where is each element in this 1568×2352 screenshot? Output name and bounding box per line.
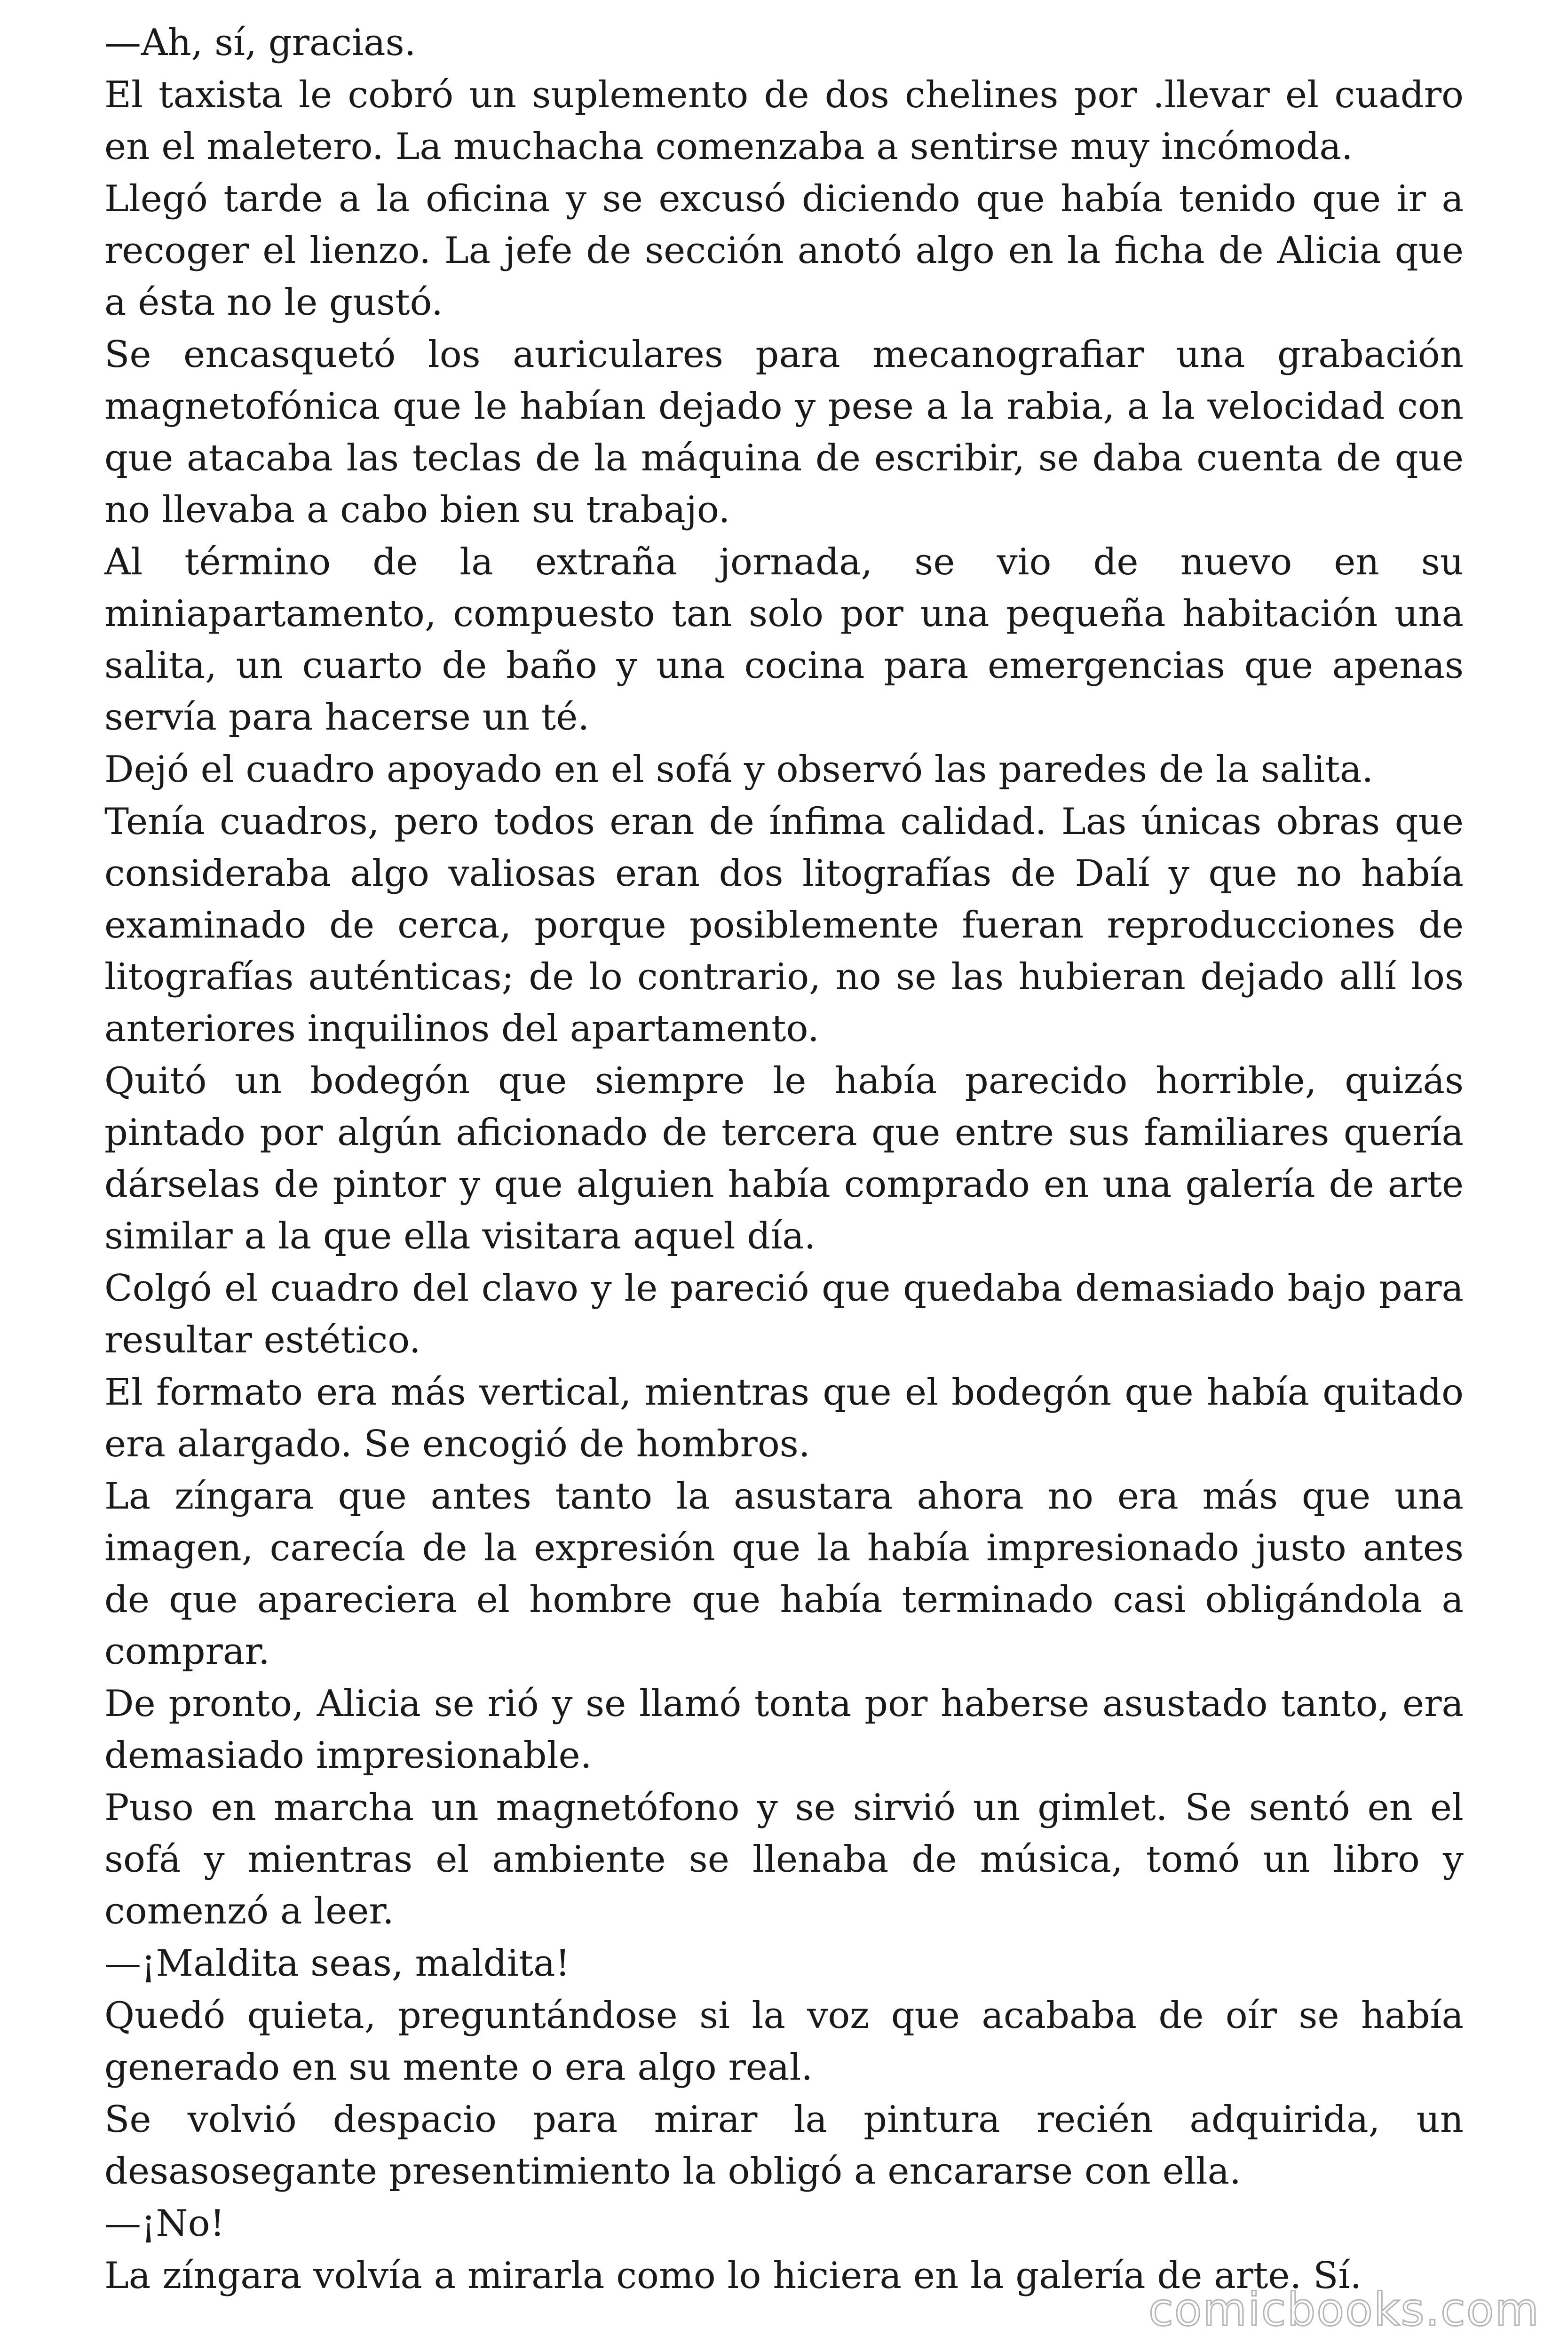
paragraph: El formato era más vertical, mientras que el bodegón que había quitado era alargado. Se encogió de hombros. [104,1371,1464,1465]
paragraph: Se volvió despacio para mirar la pintura recién adquirida, un desasosegante presentimiento la obligó a encararse con ella. [104,2098,1464,2193]
paragraph: Puso en marcha un magnetófono y se sirvió un gimlet. Se sentó en el sofá y mientras el ambiente se llenaba de música, tomó un libro y comenzó a leer. [104,1787,1464,1932]
watermark: comicbooks.com [1148,2283,1540,2336]
paragraph: El taxista le cobró un suplemento de dos chelines por .llevar el cuadro en el maletero. La muchacha comenzaba a sentirse muy incómoda. [104,74,1464,168]
paragraph: Al término de la extraña jornada, se vio de nuevo en su miniapartamento, compuesto tan solo por una pequeña habitación una salita, un cuarto de baño y una cocina para emergencias que apenas servía para hacerse un té. [104,541,1464,739]
paragraph: —¡No! [104,2202,225,2245]
paragraph: La zíngara volvía a mirarla como lo hiciera en la galería de arte. Sí. [104,2255,1362,2297]
paragraph: De pronto, Alicia se rió y se llamó tonta por haberse asustado tanto, era demasiado impresionable. [104,1683,1464,1777]
paragraph: Dejó el cuadro apoyado en el sofá y observó las paredes de la salita. [104,748,1374,791]
paragraph: —¡Maldita seas, maldita! [104,1942,570,1985]
paragraph: Se encasquetó los auriculares para mecanografiar una grabación magnetofónica que le habían dejado y pese a la rabia, a la velocidad con que atacaba las teclas de la máquina de escribir, se daba cuenta de que no llevaba a cabo bien su trabajo. [104,334,1464,531]
paragraph: Llegó tarde a la oficina y se excusó diciendo que había tenido que ir a recoger el lienzo. La jefe de sección anotó algo en la ficha de Alicia que a ésta no le gustó. [104,178,1464,324]
paragraph: Quedó quieta, preguntándose si la voz que acababa de oír se había generado en su mente o era algo real. [104,1994,1464,2089]
paragraph: La zíngara que antes tanto la asustara ahora no era más que una imagen, carecía de la expresión que la había impresionado justo antes de que apareciera el hombre que había terminado casi obligándola a comprar. [104,1475,1464,1673]
paragraph: Colgó el cuadro del clavo y le pareció que quedaba demasiado bajo para resultar estético. [104,1267,1464,1361]
paragraph: Tenía cuadros, pero todos eran de ínfima calidad. Las únicas obras que consideraba algo valiosas eran dos litografías de Dalí y que no había examinado de cerca, porque posiblemente fueran reproducciones de litografías auténticas; de lo contrario, no se las hubieran dejado allí los anteriores inquilinos del apartamento. [104,801,1464,1050]
paragraph: Quitó un bodegón que siempre le había parecido horrible, quizás pintado por algún aficionado de tercera que entre sus familiares quería dárselas de pintor y que alguien había comprado en una galería de arte similar a la que ella visitara aquel día. [104,1060,1464,1257]
document-page [104,17,1464,2322]
paragraph: —Ah, sí, gracias. [104,22,416,64]
